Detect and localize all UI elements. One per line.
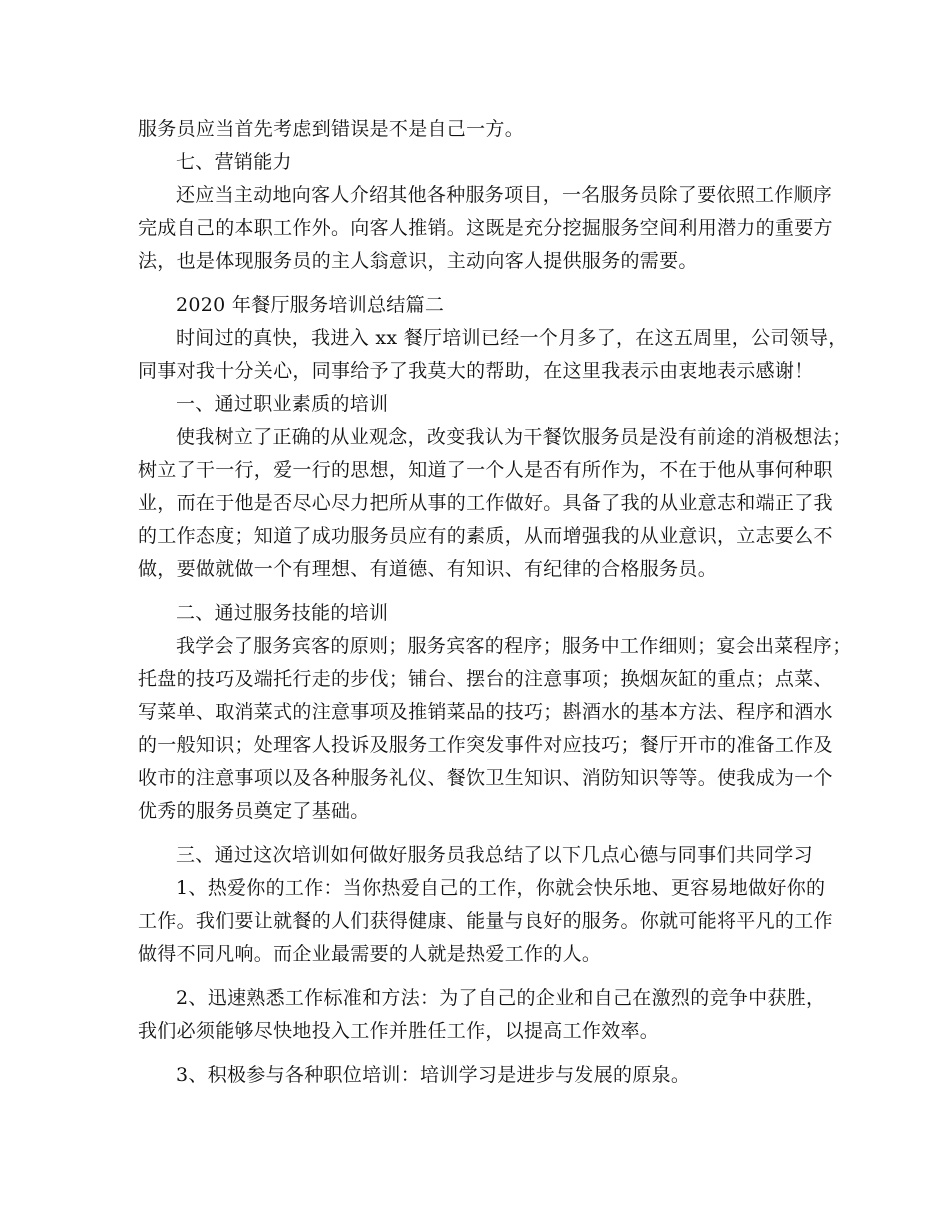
text-line: 2、迅速熟悉工作标准和方法：为了自己的企业和自己在激烈的竞争中获胜， xyxy=(176,987,826,1009)
text-line: 1、热爱你的工作：当你热爱自己的工作，你就会快乐地、更容易地做好你的 xyxy=(176,877,826,899)
text-line: 收市的注意事项以及各种服务礼仪、餐饮卫生知识、消防知识等等。使我成为一个 xyxy=(138,767,833,789)
text-line: 的一般知识；处理客人投诉及服务工作突发事件对应技巧；餐厅开市的准备工作及 xyxy=(138,734,833,756)
text-line: 树立了干一行，爱一行的思想，知道了一个人是否有所作为，不在于他从事何种职 xyxy=(138,459,833,481)
text-line: 优秀的服务员奠定了基础。 xyxy=(138,800,370,822)
text-line: 的工作态度；知道了成功服务员应有的素质，从而增强我的从业意识，立志要么不 xyxy=(138,525,833,547)
text-line: 托盘的技巧及端托行走的步伐；铺台、摆台的注意事项；换烟灰缸的重点；点菜、 xyxy=(138,668,833,690)
text-line: 完成自己的本职工作外。向客人推销。这既是充分挖掘服务空间利用潜力的重要方 xyxy=(138,217,833,239)
text-line: 做，要做就做一个有理想、有道德、有知识、有纪律的合格服务员。 xyxy=(138,558,718,580)
section-heading: 七、营销能力 xyxy=(176,151,292,173)
section-heading: 一、通过职业素质的培训 xyxy=(176,393,389,415)
text-line: 工作。我们要让就餐的人们获得健康、能量与良好的服务。你就可能将平凡的工作 xyxy=(138,910,833,932)
text-line: 3、积极参与各种职位培训：培训学习是进步与发展的原泉。 xyxy=(176,1064,691,1086)
text-line: 我学会了服务宾客的原则；服务宾客的程序；服务中工作细则；宴会出菜程序； xyxy=(176,635,852,657)
text-line: 同事对我十分关心，同事给予了我莫大的帮助，在这里我表示由衷地表示感谢！ xyxy=(138,360,814,382)
text-line: 服务员应当首先考虑到错误是不是自己一方。 xyxy=(138,118,525,140)
text-line: 使我树立了正确的从业观念，改变我认为干餐饮服务员是没有前途的消极想法； xyxy=(176,426,852,448)
text-line: 写菜单、取消菜式的注意事项及推销菜品的技巧；斟酒水的基本方法、程序和酒水 xyxy=(138,701,833,723)
text-line: 我们必须能够尽快地投入工作并胜任工作，以提高工作效率。 xyxy=(138,1020,660,1042)
text-line: 业，而在于他是否尽心尽力把所从事的工作做好。具备了我的从业意志和端正了我 xyxy=(138,492,833,514)
section-heading: 二、通过服务技能的培训 xyxy=(176,602,389,624)
text-line: 法，也是体现服务员的主人翁意识，主动向客人提供服务的需要。 xyxy=(138,250,698,272)
section-heading: 三、通过这次培训如何做好服务员我总结了以下几点心德与同事们共同学习 xyxy=(176,844,813,866)
text-line: 时间过的真快，我进入 xx 餐厅培训已经一个月多了，在这五周里，公司领导， xyxy=(176,327,848,349)
text-line: 做得不同凡响。而企业最需要的人就是热爱工作的人。 xyxy=(138,943,602,965)
text-line: 还应当主动地向客人介绍其他各种服务项目，一名服务员除了要依照工作顺序 xyxy=(176,184,833,206)
article-title: 2020 年餐厅服务培训总结篇二 xyxy=(176,294,445,316)
